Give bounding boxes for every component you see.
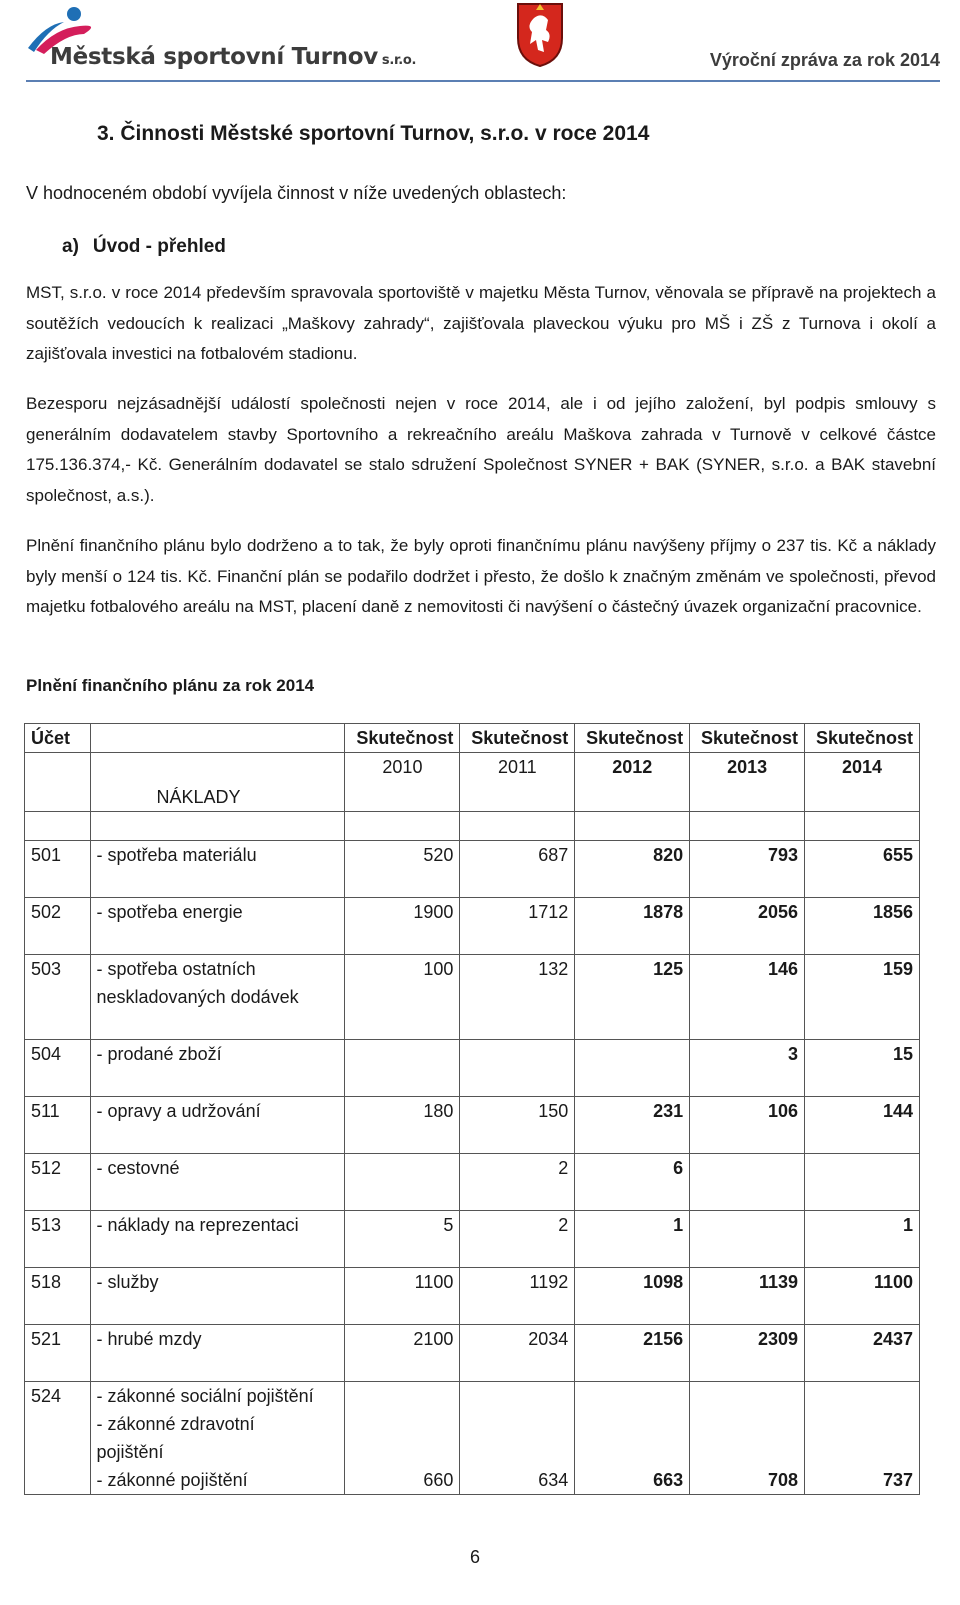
account-number: 502 <box>25 898 91 955</box>
account-number: 518 <box>25 1268 91 1325</box>
account-name-line: neskladovaných dodávek <box>96 987 299 1007</box>
account-name-line: - spotřeba energie <box>96 902 243 922</box>
section-intro: V hodnoceném období vyvíjela činnost v níže uvedených oblastech: <box>26 183 567 203</box>
account-name <box>90 1154 345 1211</box>
subsection-heading <box>62 236 226 258</box>
table-header-row <box>25 724 920 753</box>
value-2014: 1856 <box>805 898 920 955</box>
account-name <box>90 1268 345 1325</box>
table-row <box>25 1268 920 1325</box>
account-name-line: - zákonné sociální pojištění <box>96 1386 314 1406</box>
value-2014: 144 <box>805 1097 920 1154</box>
company-logo <box>26 4 446 74</box>
year-2011: 2011 <box>460 753 575 812</box>
value-2011: 2 <box>460 1154 575 1211</box>
paragraph-contract: Bezesporu nejzásadnější událostí společnosti nejen v roce 2014, ale i od jejího založení, byl podpis smlouvy s generálním dodavatelem stavby Sportovního a rekreačního areálu Maškova zahrada v Turnově v celkové částce 175.136.374,- Kč. Generálním dodavatel se stalo sdružení Společnost SYNER + BAK (SYNER, s.r.o. a BAK stavební společnost, a.s.). <box>26 394 936 505</box>
year-2012: 2012 <box>575 753 690 812</box>
logo-wordmark: Městská sportovní Turnov s.r.o. <box>50 44 417 70</box>
value-2013: 2056 <box>690 898 805 955</box>
value-2013: 146 <box>690 955 805 1040</box>
value-2012: 1098 <box>575 1268 690 1325</box>
table-row <box>25 898 920 955</box>
value-2010: 180 <box>345 1097 460 1154</box>
value-2013: 708 <box>690 1382 805 1495</box>
table-row <box>25 1211 920 1268</box>
spacer-row <box>25 812 920 841</box>
header-actual-2010: Skutečnost <box>345 724 460 753</box>
table-row <box>25 1154 920 1211</box>
value-2012: 1 <box>575 1211 690 1268</box>
value-2014: 159 <box>805 955 920 1040</box>
subsection-title: Úvod - přehled <box>92 236 226 257</box>
value-2011: 2 <box>460 1211 575 1268</box>
section-label-naklady: NÁKLADY <box>156 787 241 807</box>
subsection-label: a) <box>62 236 79 257</box>
header-actual-2014: Skutečnost <box>805 724 920 753</box>
value-2010 <box>345 1040 460 1097</box>
value-2014: 15 <box>805 1040 920 1097</box>
value-2010: 2100 <box>345 1325 460 1382</box>
value-2014: 655 <box>805 841 920 898</box>
value-2012: 6 <box>575 1154 690 1211</box>
value-2014: 2437 <box>805 1325 920 1382</box>
value-2012: 2156 <box>575 1325 690 1382</box>
table-title: Plnění finančního plánu za rok 2014 <box>26 676 315 695</box>
value-2011: 150 <box>460 1097 575 1154</box>
account-name-line: - prodané zboží <box>96 1044 222 1064</box>
value-2012: 231 <box>575 1097 690 1154</box>
account-name-line: - opravy a udržování <box>96 1101 261 1121</box>
value-2013 <box>690 1154 805 1211</box>
table-year-row <box>25 753 920 812</box>
account-number: 503 <box>25 955 91 1040</box>
account-number: 521 <box>25 1325 91 1382</box>
page-number: 6 <box>470 1547 481 1567</box>
account-name <box>90 955 345 1040</box>
value-2013: 1139 <box>690 1268 805 1325</box>
account-name <box>90 841 345 898</box>
value-2013: 3 <box>690 1040 805 1097</box>
value-2013: 793 <box>690 841 805 898</box>
table-row <box>25 841 920 898</box>
account-number: 513 <box>25 1211 91 1268</box>
value-2010: 100 <box>345 955 460 1040</box>
value-2010: 5 <box>345 1211 460 1268</box>
account-name-line: - spotřeba ostatních <box>96 959 256 979</box>
account-name-line: - spotřeba materiálu <box>96 845 257 865</box>
value-2014: 737 <box>805 1382 920 1495</box>
value-2012: 125 <box>575 955 690 1040</box>
year-2010: 2010 <box>345 753 460 812</box>
financial-plan-table <box>24 723 920 1495</box>
account-name-line: - náklady na reprezentaci <box>96 1215 299 1235</box>
value-2012: 820 <box>575 841 690 898</box>
value-2011: 1712 <box>460 898 575 955</box>
value-2013 <box>690 1211 805 1268</box>
value-2010 <box>345 1154 460 1211</box>
header-account: Účet <box>25 724 91 753</box>
account-name <box>90 898 345 955</box>
value-2010: 1100 <box>345 1268 460 1325</box>
account-name <box>90 1097 345 1154</box>
value-2011: 2034 <box>460 1325 575 1382</box>
table-row <box>25 955 920 1040</box>
account-number: 511 <box>25 1097 91 1154</box>
year-2013: 2013 <box>690 753 805 812</box>
account-number: 524 <box>25 1382 91 1495</box>
value-2012: 663 <box>575 1382 690 1495</box>
table-row <box>25 1325 920 1382</box>
account-name-line: - cestovné <box>96 1158 180 1178</box>
value-2014 <box>805 1154 920 1211</box>
header-divider <box>26 80 940 82</box>
account-name <box>90 1382 345 1495</box>
header-name <box>90 724 345 753</box>
value-2012 <box>575 1040 690 1097</box>
account-name-line: - služby <box>96 1272 159 1292</box>
table-row <box>25 1040 920 1097</box>
report-title: Výroční zpráva za rok 2014 <box>709 50 940 70</box>
value-2013: 106 <box>690 1097 805 1154</box>
account-name <box>90 1040 345 1097</box>
header-actual-2012: Skutečnost <box>575 724 690 753</box>
account-name-line: - hrubé mzdy <box>96 1329 202 1349</box>
account-name-line: pojištění <box>96 1442 164 1462</box>
year-2014: 2014 <box>805 753 920 812</box>
value-2013: 2309 <box>690 1325 805 1382</box>
table-row <box>25 1097 920 1154</box>
paragraph-financial-plan: Plnění finančního plánu bylo dodrženo a to tak, že byly oproti finančnímu plánu navýšeny příjmy o 237 tis. Kč a náklady byly menší o 124 tis. Kč. Finanční plán se podařilo dodržet i přesto, že došlo k značným změnám ve společnosti, převod majetku fotbalového areálu na MST, placení daně z nemovitosti či navýšení o částečný úvazek organizační pracovnice. <box>26 536 936 616</box>
value-2010: 660 <box>345 1382 460 1495</box>
value-2011: 634 <box>460 1382 575 1495</box>
value-2014: 1100 <box>805 1268 920 1325</box>
table-row <box>25 1382 920 1495</box>
value-2011: 687 <box>460 841 575 898</box>
value-2012: 1878 <box>575 898 690 955</box>
account-name-line: - zákonné zdravotní <box>96 1414 255 1434</box>
page-header <box>0 0 960 92</box>
account-number: 504 <box>25 1040 91 1097</box>
account-name-line: - zákonné pojištění <box>96 1470 248 1490</box>
account-name <box>90 1325 345 1382</box>
header-actual-2011: Skutečnost <box>460 724 575 753</box>
value-2011: 1192 <box>460 1268 575 1325</box>
value-2010: 520 <box>345 841 460 898</box>
paragraph-overview: MST, s.r.o. v roce 2014 především spravovala sportoviště v majetku Města Turnov, věnovala se přípravě na projektech a soutěžích vedoucích k realizaci „Maškovy zahrady“, zajišťovala plaveckou výuku pro MŠ i ZŠ z Turnova i okolí a zajišťovala investici na fotbalovém stadionu. <box>26 283 936 363</box>
value-2010: 1900 <box>345 898 460 955</box>
section-title: 3. Činnosti Městské sportovní Turnov, s.r.o. v roce 2014 <box>97 122 650 145</box>
account-number: 512 <box>25 1154 91 1211</box>
header-actual-2013: Skutečnost <box>690 724 805 753</box>
value-2011: 132 <box>460 955 575 1040</box>
account-number: 501 <box>25 841 91 898</box>
value-2014: 1 <box>805 1211 920 1268</box>
account-name <box>90 1211 345 1268</box>
value-2011 <box>460 1040 575 1097</box>
czech-coat-of-arms-icon <box>512 0 568 68</box>
